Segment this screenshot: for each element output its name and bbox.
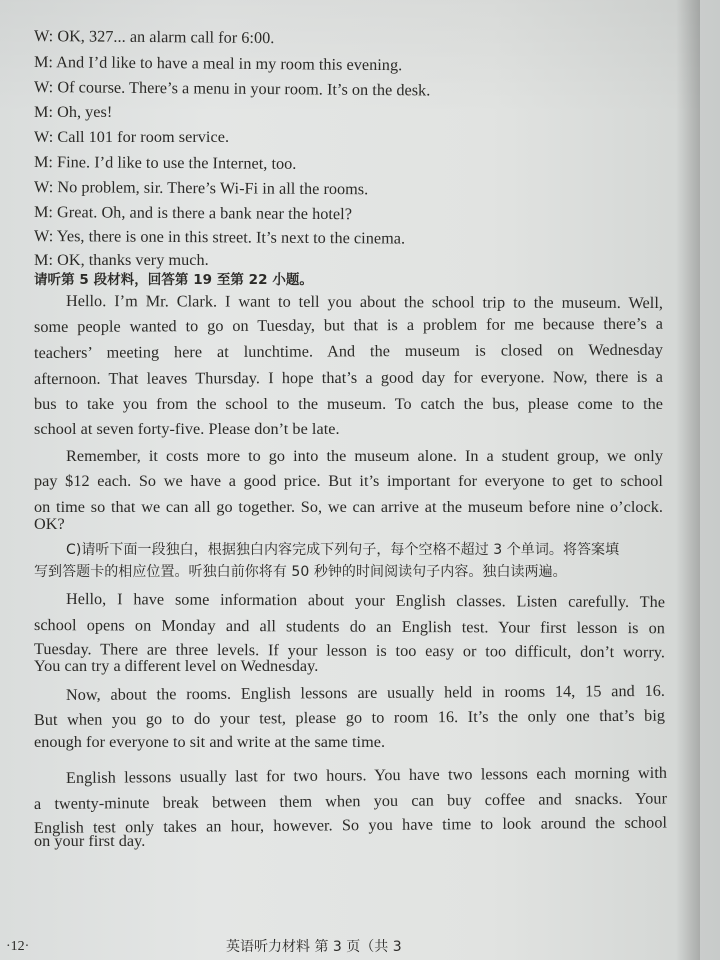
dialogue-line: M: Great. Oh, and is there a bank near the hotel?: [33, 203, 353, 224]
footer-title: 英语听力材料 第 3 页（共 3: [226, 939, 402, 955]
passage-line: school at seven forty-five. Please don’t be late.: [34, 420, 340, 438]
dialogue-line: M: Fine. I’d like to use the Internet, too.: [33, 153, 297, 173]
passage-line: a twenty-minute break between them when you can buy coffee and snacks. Your: [33, 789, 668, 813]
passage-line: on your first day.: [34, 832, 146, 850]
page-edge-shadow: [676, 0, 700, 960]
dialogue-line: W: Call 101 for room service.: [34, 128, 230, 146]
passage-line: some people wanted to go on Tuesday, but that is a problem for me because there’s a: [33, 314, 664, 336]
passage-line: Tuesday. There are three levels. If your lesson is too easy or too difficult, don’t worry.: [33, 640, 666, 662]
passage-line: Remember, it costs more to go into the museum alone. In a student group, we only: [66, 447, 663, 465]
passage-line: afternoon. That leaves Thursday. I hope that’s a good day for everyone. Now, there is a: [33, 367, 664, 388]
passage-line: English lessons usually last for two hours. You have two lessons each morning with: [65, 763, 668, 787]
passage-line: school opens on Monday and all students do an English test. Your first lesson is on: [33, 616, 666, 638]
dialogue-line: W: OK, 327... an alarm call for 6:00.: [33, 27, 275, 48]
dialogue-line: W: Of course. There’s a menu in your room. It’s on the desk.: [33, 78, 431, 100]
passage-line: You can try a different level on Wednesday.: [34, 657, 319, 675]
passage-line: bus to take you from the school to the museum. To catch the bus, please come to the: [34, 395, 663, 413]
passage-line: enough for everyone to sit and write at the same time.: [34, 733, 386, 751]
dialogue-line: M: OK, thanks very much.: [34, 251, 209, 269]
dialogue-line: M: Oh, yes!: [34, 103, 113, 121]
passage-line: Hello, I have some information about your English classes. Listen carefully. The: [65, 590, 666, 612]
section-heading: 请听第 5 段材料，回答第 19 至第 22 小题。: [34, 272, 313, 288]
passage-line: Hello. I’m Mr. Clark. I want to tell you about the school trip to the museum. Well,: [65, 292, 664, 313]
passage-line: pay $12 each. So we have a good price. But it’s important for everyone to get to school: [34, 472, 663, 490]
instruction-line: 写到答题卡的相应位置。听独白前你将有 50 秒钟的时间阅读句子内容。独白读两遍。: [34, 564, 567, 580]
passage-line: on time so that we can all go together. So, we can arrive at the museum before nine o’clock.: [34, 498, 663, 516]
dialogue-line: M: And I’d like to have a meal in my room this evening.: [33, 53, 403, 75]
passage-line: OK?: [34, 515, 65, 533]
passage-line: But when you go to do your test, please go to room 16. It’s the only one that’s big: [33, 706, 666, 729]
passage-line: Now, about the rooms. English lessons are usually held in rooms 14, 15 and 16.: [65, 681, 666, 704]
page-number: ·12·: [6, 939, 30, 954]
instruction-line: C)请听下面一段独白，根据独白内容完成下列句子，每个空格不超过 3 个单词。将答案填: [66, 542, 620, 558]
passage-line: teachers’ meeting here at lunchtime. And the museum is closed on Wednesday: [33, 340, 664, 362]
dialogue-line: W: Yes, there is one in this street. It’s next to the cinema.: [33, 227, 406, 248]
dialogue-line: W: No problem, sir. There’s Wi-Fi in all the rooms.: [33, 178, 369, 199]
passage-line: English test only takes an hour, however. So you have time to look around the school: [33, 813, 668, 837]
